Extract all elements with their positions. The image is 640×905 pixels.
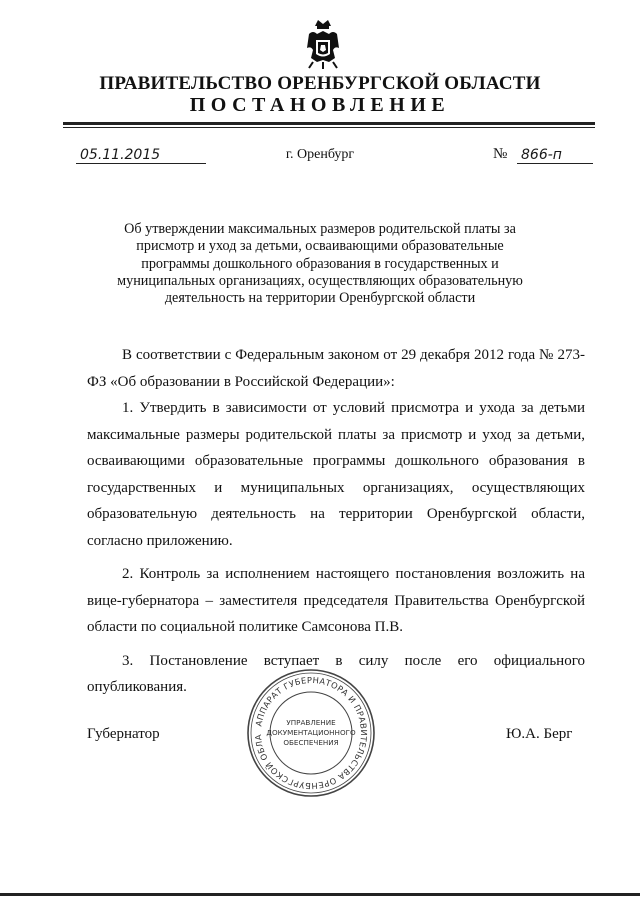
coat-of-arms-icon [305,18,341,70]
seal-center-line-3: ОБЕСПЕЧЕНИЯ [283,738,339,747]
body-preamble: В соответствии с Федеральным законом от 29 декабря 2012 года № 273-ФЗ «Об образовании в Российской Федерации»: [87,347,585,390]
seal-center-line-2: ДОКУМЕНТАЦИОННОГО [266,728,356,737]
signatory-name: Ю.А. Берг [506,726,573,742]
body-item-2: 2. Контроль за исполнением настоящего постановления возложить на вице-губернатора – заместителя председателя Правительства Оренбургской области по социальной политике Самсонова П.В. [87,566,585,635]
organization-title: ПРАВИТЕЛЬСТВО ОРЕНБУРГСКОЙ ОБЛАСТИ [99,73,541,94]
header-rule-thin [63,127,595,128]
header-rule-thick [63,122,595,125]
bottom-rule [0,893,640,896]
document-number-label: № [493,146,508,162]
seal-ring-text: АППАРАТ ГУБЕРНАТОРА И ПРАВИТЕЛЬСТВА ОРЕНБУРГСКОЙ ОБЛА [252,674,370,792]
document-type-title: ПОСТАНОВЛЕНИЕ [189,94,451,116]
seal-center-line-1: УПРАВЛЕНИЕ [286,718,336,727]
document-number: 866-п [517,147,593,164]
document-date: 05.11.2015 [76,147,206,164]
document-city: г. Оренбург [285,147,355,162]
document-body [87,342,585,701]
body-item-3: 3. Постановление вступает в силу после его официального опубликования. [87,652,585,695]
signatory-title: Губернатор [87,726,160,742]
body-item-1: 1. Утвердить в зависимости от условий присмотра и ухода за детьми максимальные размеры родительской платы за присмотр и уход за детьми, осваивающими образовательные программы дошкольного образования в государственных и муниципальных организациях, осуществляющих образовательную деятельность на территории Оренбургской области, согласно приложению. [87,400,585,549]
official-seal-stamp [245,667,377,799]
document-subject: Об утверждении максимальных размеров родительской платы за присмотр и уход за детьми, осваивающими образовательные программы дошкольного образования в государственных и муниципальных организациях, осуществляющих образовательную деятельность на территории Оренбургской области [117,221,523,307]
